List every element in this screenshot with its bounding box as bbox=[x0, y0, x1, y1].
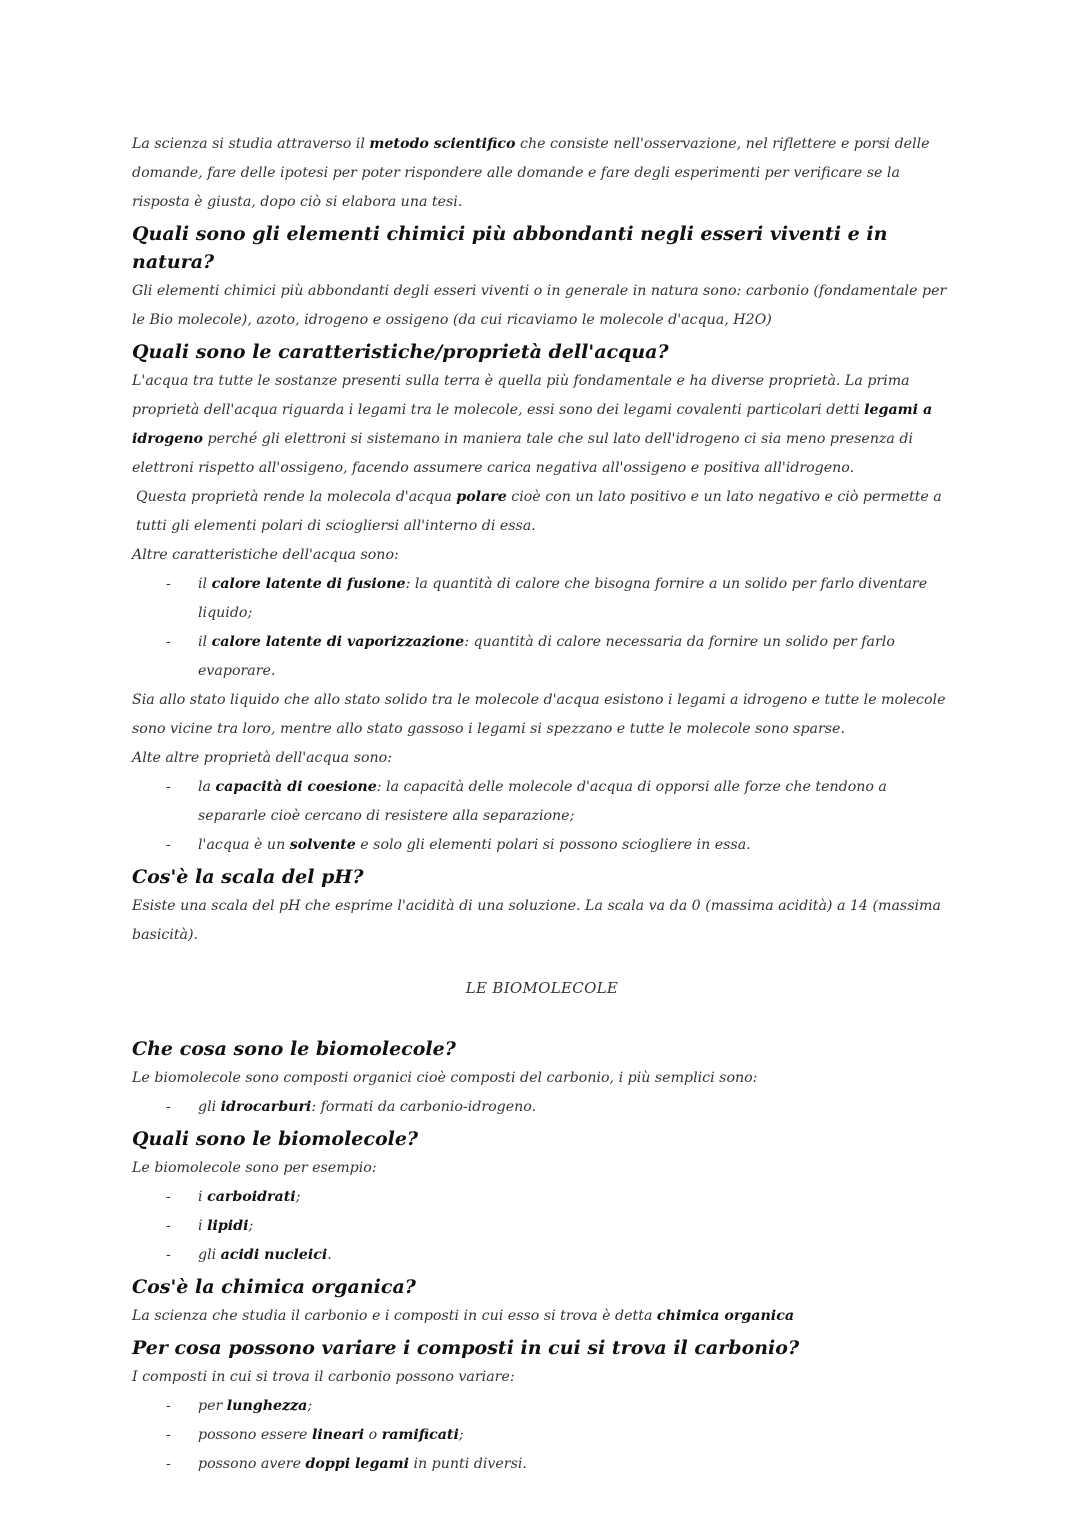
text-span: Questa proprietà rende la molecola d'acqua bbox=[136, 489, 457, 505]
answer-paragraph: Gli elementi chimici più abbondanti degli esseri viventi o in generale in natura sono: carbonio (fondamentale per le Bio molecole), azoto, idrogeno e ossigeno (da cui ricaviamo le molecole d'acqua, H2O) bbox=[132, 283, 947, 328]
bold-term: carboidrati bbox=[207, 1189, 296, 1205]
bullet-list bbox=[132, 773, 952, 860]
text-span: la bbox=[198, 779, 216, 795]
dash-bullet: - bbox=[166, 1189, 171, 1205]
text-span: : quantità di calore necessaria da fornire un solido per farlo evaporare. bbox=[198, 634, 895, 679]
text-span: : formati da carbonio-idrogeno. bbox=[311, 1099, 537, 1115]
answer-paragraph bbox=[132, 483, 952, 541]
question-heading: Quali sono gli elementi chimici più abbondanti negli esseri viventi e in natura? bbox=[132, 223, 888, 273]
bold-term: polare bbox=[456, 489, 507, 505]
bold-term: legami a idrogeno bbox=[132, 402, 933, 447]
text-span: cioè con un lato positivo e un lato negativo e ciò permette a tutti gli elementi polari di sciogliersi all'interno di essa. bbox=[136, 489, 942, 534]
answer-paragraph: Sia allo stato liquido che allo stato solido tra le molecole d'acqua esistono i legami a idrogeno e tutte le molecole sono vicine tra loro, mentre allo stato gassoso i legami si spezzano e tutte le molecole sono sparse. bbox=[132, 692, 946, 737]
bullet-list bbox=[132, 1392, 952, 1479]
bold-term: doppi legami bbox=[305, 1456, 409, 1472]
dash-bullet: - bbox=[166, 634, 171, 650]
question-heading: Che cosa sono le biomolecole? bbox=[132, 1038, 456, 1060]
bold-term: lineari bbox=[311, 1427, 365, 1443]
list-item bbox=[132, 1212, 952, 1241]
text-span: i bbox=[198, 1218, 208, 1234]
list-item bbox=[132, 1392, 952, 1421]
text-span: gli bbox=[198, 1247, 221, 1263]
document-body bbox=[132, 130, 952, 1479]
dash-bullet: - bbox=[166, 1427, 171, 1443]
dash-bullet: - bbox=[166, 1398, 171, 1414]
bold-term: lipidi bbox=[207, 1218, 249, 1234]
bullet-list bbox=[132, 1093, 952, 1122]
answer-paragraph: Le biomolecole sono composti organici cioè composti del carbonio, i più semplici sono: bbox=[132, 1070, 758, 1086]
dash-bullet: - bbox=[166, 1218, 171, 1234]
answer-paragraph: Esiste una scala del pH che esprime l'acidità di una soluzione. La scala va da 0 (massima acidità) a 14 (massima basicità). bbox=[132, 898, 941, 943]
bold-term: calore latente di fusione bbox=[211, 576, 406, 592]
question-heading: Quali sono le biomolecole? bbox=[132, 1128, 419, 1150]
list-item bbox=[132, 570, 952, 628]
text-span: La scienza che studia il carbonio e i composti in cui esso si trova è detta bbox=[132, 1308, 657, 1324]
dash-bullet: - bbox=[166, 1099, 171, 1115]
list-item bbox=[132, 1450, 952, 1479]
answer-paragraph: I composti in cui si trova il carbonio possono variare: bbox=[132, 1369, 515, 1385]
bullet-list bbox=[132, 1183, 952, 1270]
bold-term: ramificati bbox=[381, 1427, 459, 1443]
bold-term: capacità di coesione bbox=[215, 779, 377, 795]
text-span: il bbox=[198, 634, 212, 650]
question-heading: Per cosa possono variare i composti in cui si trova il carbonio? bbox=[132, 1337, 800, 1359]
text-span: l'acqua è un bbox=[198, 837, 290, 853]
answer-paragraph: Altre caratteristiche dell'acqua sono: bbox=[132, 547, 399, 563]
bold-term: solvente bbox=[289, 837, 356, 853]
text-span: : la quantità di calore che bisogna fornire a un solido per farlo diventare liquido; bbox=[198, 576, 928, 621]
intro-text-cont: che consiste nell'osservazione, nel riflettere e porsi delle domande, fare delle ipotesi per poter rispondere alle domande e fare degli esperimenti per verificare se la risposta è giusta, dopo ciò si elabora una tesi. bbox=[132, 136, 930, 210]
text-span: perché gli elettroni si sistemano in maniera tale che sul lato dell'idrogeno ci sia meno presenza di elettroni rispetto all'ossigeno, facendo assumere carica negativa all'ossigeno e positiva all'idrogeno. bbox=[132, 431, 914, 476]
dash-bullet: - bbox=[166, 779, 171, 795]
list-item bbox=[132, 1421, 952, 1450]
text-span: . bbox=[327, 1247, 332, 1263]
intro-paragraph bbox=[132, 130, 952, 217]
bold-term: idrocarburi bbox=[220, 1099, 312, 1115]
text-span: ; bbox=[248, 1218, 254, 1234]
text-span: o bbox=[364, 1427, 382, 1443]
bold-term: chimica organica bbox=[656, 1308, 795, 1324]
dash-bullet: - bbox=[166, 576, 171, 592]
answer-paragraph bbox=[132, 367, 952, 483]
bold-term: lunghezza bbox=[226, 1398, 308, 1414]
text-span: possono avere bbox=[198, 1456, 306, 1472]
answer-paragraph bbox=[132, 1302, 952, 1331]
list-item bbox=[132, 628, 952, 686]
list-item bbox=[132, 1093, 952, 1122]
answer-paragraph: Le biomolecole sono per esempio: bbox=[132, 1160, 377, 1176]
dash-bullet: - bbox=[166, 837, 171, 853]
dash-bullet: - bbox=[166, 1247, 171, 1263]
text-span: possono essere bbox=[198, 1427, 312, 1443]
text-span: ; bbox=[307, 1398, 313, 1414]
text-span: per bbox=[198, 1398, 227, 1414]
question-heading: Cos'è la chimica organica? bbox=[132, 1276, 416, 1298]
intro-bold-term: metodo scientifico bbox=[369, 136, 516, 152]
list-item bbox=[132, 1183, 952, 1212]
list-item bbox=[132, 831, 952, 860]
text-span: L'acqua tra tutte le sostanze presenti sulla terra è quella più fondamentale e ha diverse proprietà. La prima proprietà dell'acqua riguarda i legami tra le molecole, essi sono dei legami covalenti particolari detti bbox=[132, 373, 910, 418]
question-heading: Quali sono le caratteristiche/proprietà dell'acqua? bbox=[132, 341, 669, 363]
question-heading: Cos'è la scala del pH? bbox=[132, 866, 364, 888]
text-span: i bbox=[198, 1189, 208, 1205]
intro-text: La scienza si studia attraverso il bbox=[132, 136, 370, 152]
text-span: gli bbox=[198, 1099, 221, 1115]
section-title: LE BIOMOLECOLE bbox=[465, 979, 619, 997]
text-span: il bbox=[198, 576, 212, 592]
text-span: ; bbox=[458, 1427, 464, 1443]
text-span: e solo gli elementi polari si possono sciogliere in essa. bbox=[355, 837, 751, 853]
list-item bbox=[132, 1241, 952, 1270]
text-span: ; bbox=[295, 1189, 301, 1205]
list-item bbox=[132, 773, 952, 831]
bold-term: calore latente di vaporizzazione bbox=[211, 634, 465, 650]
text-span: : la capacità delle molecole d'acqua di opporsi alle forze che tendono a separarle cioè cercano di resistere alla separazione; bbox=[198, 779, 887, 824]
bold-term: acidi nucleici bbox=[220, 1247, 328, 1263]
text-span: in punti diversi. bbox=[408, 1456, 527, 1472]
dash-bullet: - bbox=[166, 1456, 171, 1472]
bullet-list bbox=[132, 570, 952, 686]
answer-paragraph: Alte altre proprietà dell'acqua sono: bbox=[132, 750, 392, 766]
